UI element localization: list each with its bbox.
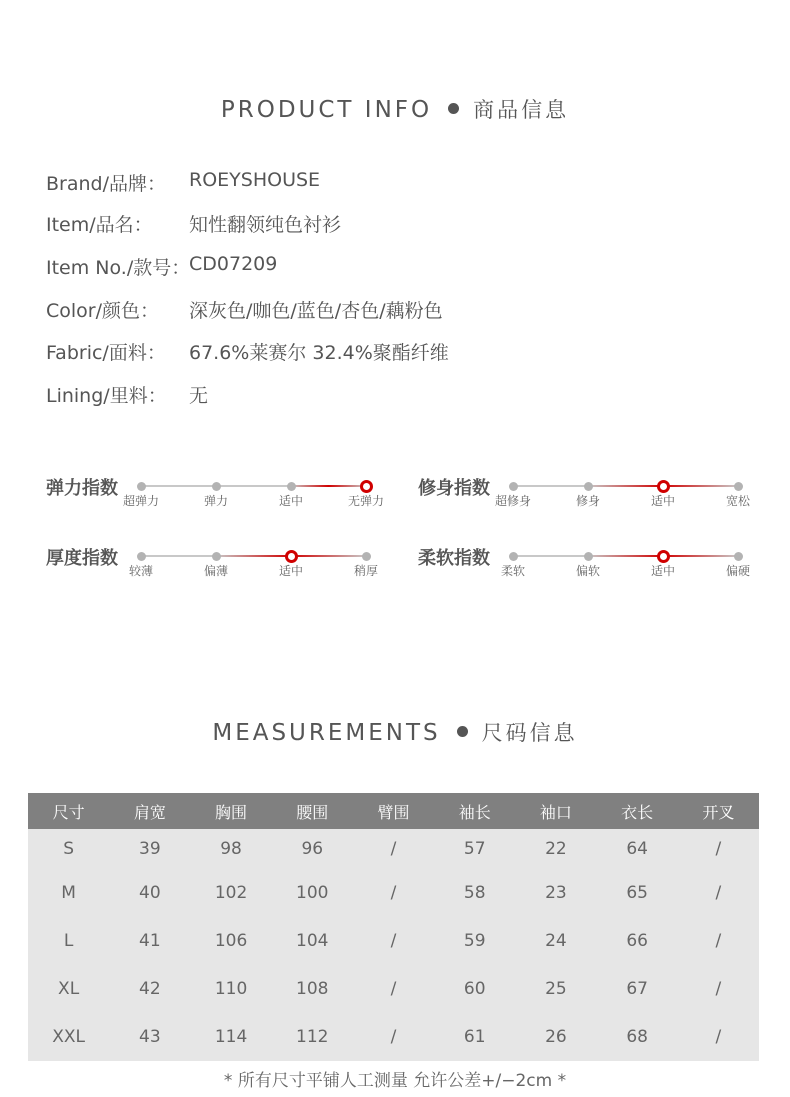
bullet-dot-icon: [448, 103, 459, 114]
index-option-label: 超修身: [494, 494, 532, 508]
index-option-label: 适中: [278, 564, 304, 578]
table-cell: /: [353, 829, 434, 869]
index-option-label: 适中: [650, 564, 676, 578]
table-row: [28, 869, 759, 917]
index-node: [734, 552, 743, 561]
table-cell: 60: [434, 965, 515, 1013]
product-info-title-cn: 商品信息: [473, 98, 570, 122]
header-cell: 开叉: [678, 793, 759, 829]
index-option-label: 偏薄: [203, 564, 229, 578]
table-cell: 59: [434, 917, 515, 965]
table-cell: XL: [28, 965, 109, 1013]
info-label: Fabric/面料：: [46, 342, 166, 364]
table-cell: 100: [272, 869, 353, 917]
table-cell: 102: [190, 869, 271, 917]
index-name: 修身指数: [418, 478, 490, 499]
table-cell: 112: [272, 1013, 353, 1061]
table-cell: 67: [597, 965, 678, 1013]
table-cell: 61: [434, 1013, 515, 1061]
table-cell: 98: [190, 829, 271, 869]
header-cell: 尺寸: [28, 793, 109, 829]
index-option-label: 超弹力: [122, 494, 160, 508]
info-label: Item No./款号：: [46, 257, 191, 279]
product-info-title: [0, 94, 790, 124]
index-node: [584, 482, 593, 491]
index-node-selected: [657, 550, 670, 563]
index-option-label: 较薄: [128, 564, 154, 578]
index-node: [362, 552, 371, 561]
fit-index: [418, 474, 768, 514]
table-cell: 114: [190, 1013, 271, 1061]
size-table-header: [28, 793, 759, 829]
index-node: [734, 482, 743, 491]
table-cell: 58: [434, 869, 515, 917]
index-node: [212, 552, 221, 561]
measurement-footnote: * 所有尺寸平铺人工测量 允许公差+/−2cm *: [223, 1071, 567, 1091]
index-node-selected: [285, 550, 298, 563]
table-cell: 25: [515, 965, 596, 1013]
table-cell: S: [28, 829, 109, 869]
header-cell: 肩宽: [109, 793, 190, 829]
index-option-label: 宽松: [725, 494, 751, 508]
table-cell: /: [678, 965, 759, 1013]
index-node: [509, 552, 518, 561]
info-value: 无: [189, 385, 209, 407]
index-node: [137, 552, 146, 561]
measurements-title-en: MEASUREMENTS: [212, 720, 441, 746]
table-cell: 26: [515, 1013, 596, 1061]
index-option-label: 偏软: [575, 564, 601, 578]
header-cell: 腰围: [272, 793, 353, 829]
size-table: [28, 793, 759, 1061]
index-option-label: 稍厚: [353, 564, 379, 578]
info-label: Color/颜色：: [46, 300, 160, 322]
info-value: 深灰色/咖色/蓝色/杏色/藕粉色: [189, 300, 443, 322]
table-cell: /: [353, 917, 434, 965]
thickness-index: [46, 544, 396, 584]
index-node: [584, 552, 593, 561]
table-cell: 106: [190, 917, 271, 965]
index-highlight: [291, 485, 366, 487]
table-cell: M: [28, 869, 109, 917]
measurements-title-cn: 尺码信息: [481, 721, 578, 745]
index-name: 柔软指数: [418, 548, 490, 569]
table-cell: 41: [109, 917, 190, 965]
table-cell: 110: [190, 965, 271, 1013]
table-cell: 57: [434, 829, 515, 869]
table-cell: /: [353, 965, 434, 1013]
softness-index: [418, 544, 768, 584]
table-cell: 40: [109, 869, 190, 917]
info-label: Item/品名：: [46, 214, 153, 236]
index-node: [287, 482, 296, 491]
table-cell: /: [353, 869, 434, 917]
table-cell: 42: [109, 965, 190, 1013]
index-node: [137, 482, 146, 491]
table-row: [28, 965, 759, 1013]
table-cell: L: [28, 917, 109, 965]
table-cell: 43: [109, 1013, 190, 1061]
index-option-label: 偏硬: [725, 564, 751, 578]
table-row: [28, 829, 759, 869]
header-cell: 衣长: [597, 793, 678, 829]
elasticity-index: [46, 474, 396, 514]
table-cell: 68: [597, 1013, 678, 1061]
index-node-selected: [360, 480, 373, 493]
table-cell: 96: [272, 829, 353, 869]
index-node: [212, 482, 221, 491]
index-option-label: 适中: [650, 494, 676, 508]
header-cell: 臂围: [353, 793, 434, 829]
info-value: ROEYSHOUSE: [189, 169, 321, 191]
table-row: [28, 917, 759, 965]
table-cell: /: [678, 1013, 759, 1061]
info-value: 知性翻领纯色衬衫: [189, 214, 342, 236]
index-option-label: 弹力: [203, 494, 229, 508]
table-cell: /: [353, 1013, 434, 1061]
info-value: CD07209: [189, 253, 278, 275]
header-cell: 胸围: [190, 793, 271, 829]
measurements-title: [0, 717, 790, 747]
table-cell: 65: [597, 869, 678, 917]
table-cell: 104: [272, 917, 353, 965]
table-cell: 22: [515, 829, 596, 869]
table-cell: XXL: [28, 1013, 109, 1061]
table-cell: 64: [597, 829, 678, 869]
table-cell: 24: [515, 917, 596, 965]
info-label: Brand/品牌：: [46, 173, 166, 195]
table-cell: /: [678, 917, 759, 965]
product-info-title-en: PRODUCT INFO: [220, 97, 433, 123]
bullet-dot-icon: [457, 726, 468, 737]
info-value: 67.6%莱赛尔 32.4%聚酯纤维: [189, 342, 449, 364]
index-node: [509, 482, 518, 491]
index-option-label: 适中: [278, 494, 304, 508]
header-cell: 袖口: [515, 793, 596, 829]
table-cell: /: [678, 869, 759, 917]
index-name: 厚度指数: [46, 548, 118, 569]
table-cell: 23: [515, 869, 596, 917]
table-cell: 66: [597, 917, 678, 965]
index-option-label: 修身: [575, 494, 601, 508]
info-label: Lining/里料：: [46, 385, 167, 407]
table-row: [28, 1013, 759, 1061]
index-option-label: 柔软: [500, 564, 526, 578]
index-name: 弹力指数: [46, 478, 118, 499]
header-cell: 袖长: [434, 793, 515, 829]
index-option-label: 无弹力: [347, 494, 385, 508]
table-cell: 108: [272, 965, 353, 1013]
table-cell: 39: [109, 829, 190, 869]
table-cell: /: [678, 829, 759, 869]
index-node-selected: [657, 480, 670, 493]
